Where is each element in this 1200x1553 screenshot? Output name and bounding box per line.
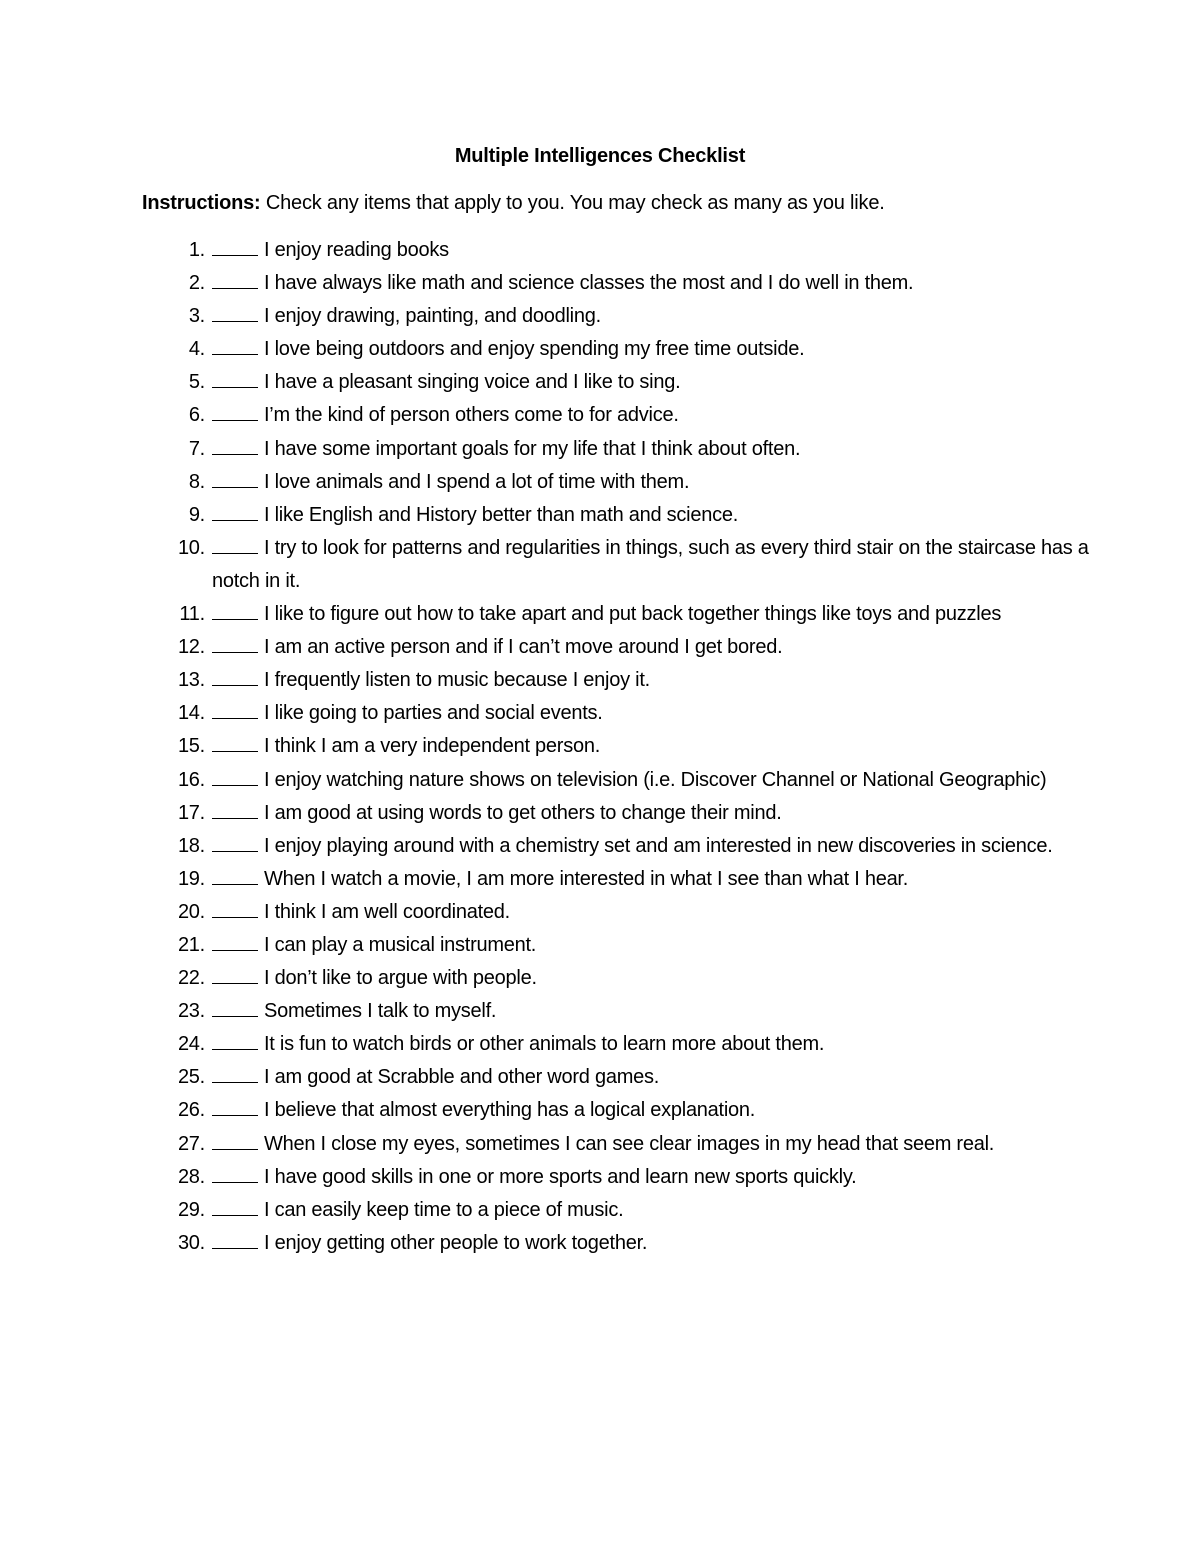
check-blank[interactable] (212, 767, 258, 786)
item-number: 12. (177, 636, 205, 659)
check-blank[interactable] (212, 998, 258, 1017)
checklist-item (0, 1061, 1200, 1094)
item-text: I can play a musical instrument. (264, 933, 537, 956)
item-number: 30. (177, 1231, 205, 1254)
item-text: I believe that almost everything has a logical explanation. (264, 1099, 756, 1122)
check-blank[interactable] (212, 1131, 258, 1150)
check-blank[interactable] (212, 436, 258, 455)
item-number: 23. (177, 1000, 205, 1023)
item-text: I’m the kind of person others come to for advice. (264, 404, 679, 427)
check-blank[interactable] (212, 303, 258, 322)
item-number: 27. (177, 1132, 205, 1155)
checklist-item (0, 1194, 1200, 1227)
checklist-item (0, 1161, 1200, 1194)
item-text: I love animals and I spend a lot of time with them. (264, 470, 690, 493)
item-text: I don’t like to argue with people. (264, 967, 537, 990)
checklist-item (0, 234, 1200, 267)
checklist-item (0, 962, 1200, 995)
checklist-item (0, 830, 1200, 863)
check-blank[interactable] (212, 1031, 258, 1050)
instructions-label: Instructions: (142, 192, 261, 214)
checklist-item (0, 433, 1200, 466)
item-number: 4. (188, 338, 205, 361)
item-text: I have a pleasant singing voice and I like to sing. (264, 371, 681, 394)
checklist-item (0, 333, 1200, 366)
item-number: 16. (177, 768, 205, 791)
checklist-item (0, 1028, 1200, 1061)
item-number: 14. (177, 702, 205, 725)
item-text: I like English and History better than math and science. (264, 503, 739, 526)
checklist-item (0, 797, 1200, 830)
checklist-item (0, 366, 1200, 399)
check-blank[interactable] (212, 866, 258, 885)
checklist-item (0, 598, 1200, 631)
instructions (142, 188, 1102, 218)
check-blank[interactable] (212, 1197, 258, 1216)
check-blank[interactable] (212, 733, 258, 752)
item-text: Sometimes I talk to myself. (264, 1000, 497, 1023)
item-number: 13. (177, 669, 205, 692)
item-text: I am an active person and if I can’t move around I get bored. (264, 636, 783, 659)
checklist-item (0, 399, 1200, 432)
check-blank[interactable] (212, 700, 258, 719)
item-text: I have some important goals for my life that I think about often. (264, 437, 801, 460)
checklist-item (0, 1128, 1200, 1161)
item-number: 26. (177, 1099, 205, 1122)
checklist-item (0, 929, 1200, 962)
checklist-item (0, 300, 1200, 333)
checklist-item (0, 730, 1200, 763)
check-blank[interactable] (212, 1230, 258, 1249)
item-number: 2. (188, 272, 205, 295)
item-number: 21. (177, 933, 205, 956)
check-blank[interactable] (212, 469, 258, 488)
checklist-item (0, 764, 1200, 797)
item-text: I think I am a very independent person. (264, 735, 601, 758)
item-text: I enjoy drawing, painting, and doodling. (264, 305, 601, 328)
item-number: 7. (188, 437, 205, 460)
item-number: 10. (177, 536, 205, 559)
checklist-item (0, 1094, 1200, 1127)
item-text: I enjoy getting other people to work together. (264, 1231, 648, 1254)
item-number: 25. (177, 1066, 205, 1089)
check-blank[interactable] (212, 535, 258, 554)
checklist-item (0, 532, 1200, 598)
item-text: I am good at using words to get others to change their mind. (264, 801, 782, 824)
item-number: 24. (177, 1033, 205, 1056)
item-text: I frequently listen to music because I enjoy it. (264, 669, 650, 692)
item-number: 28. (177, 1165, 205, 1188)
item-number: 22. (177, 967, 205, 990)
check-blank[interactable] (212, 932, 258, 951)
checklist-item (0, 995, 1200, 1028)
item-number: 19. (177, 867, 205, 890)
item-text: I think I am well coordinated. (264, 900, 510, 923)
item-text: I enjoy reading books (264, 239, 449, 261)
item-text: I like going to parties and social events. (264, 702, 603, 725)
item-text: I am good at Scrabble and other word games. (264, 1066, 660, 1089)
item-text: I have always like math and science classes the most and I do well in them. (264, 272, 914, 295)
checklist-item (0, 1227, 1200, 1260)
item-number: 20. (177, 900, 205, 923)
item-text: I love being outdoors and enjoy spending my free time outside. (264, 338, 805, 361)
checklist-item (0, 267, 1200, 300)
page-title: Multiple Intelligences Checklist (454, 145, 746, 167)
item-text: I have good skills in one or more sports and learn new sports quickly. (264, 1165, 857, 1188)
item-number: 9. (188, 503, 205, 526)
item-number: 11. (179, 603, 205, 626)
check-blank[interactable] (212, 634, 258, 653)
instructions-text: Check any items that apply to you. You may check as many as you like. (265, 192, 885, 214)
checklist-item (0, 499, 1200, 532)
item-text: It is fun to watch birds or other animals to learn more about them. (264, 1033, 825, 1056)
item-text: When I watch a movie, I am more interested in what I see than what I hear. (264, 867, 909, 890)
checklist-item (0, 896, 1200, 929)
check-blank[interactable] (212, 1164, 258, 1183)
check-blank[interactable] (212, 270, 258, 289)
check-blank[interactable] (212, 667, 258, 686)
check-blank[interactable] (212, 402, 258, 421)
check-blank[interactable] (212, 237, 258, 256)
check-blank[interactable] (212, 1097, 258, 1116)
check-blank[interactable] (212, 899, 258, 918)
item-number: 15. (177, 735, 205, 758)
item-text: I enjoy watching nature shows on television (i.e. Discover Channel or National Geographic) (264, 768, 1047, 791)
item-text: I like to figure out how to take apart and put back together things like toys and puzzles (264, 603, 1002, 626)
item-number: 17. (177, 801, 205, 824)
check-blank[interactable] (212, 369, 258, 388)
check-blank[interactable] (212, 601, 258, 620)
check-blank[interactable] (212, 502, 258, 521)
check-blank[interactable] (212, 833, 258, 852)
checklist-item (0, 664, 1200, 697)
item-number: 8. (188, 470, 205, 493)
item-number: 18. (177, 834, 205, 857)
check-blank[interactable] (212, 1064, 258, 1083)
item-text: I can easily keep time to a piece of music. (264, 1198, 624, 1221)
item-number: 3. (188, 305, 205, 328)
item-number: 29. (177, 1198, 205, 1221)
item-number: 5. (188, 371, 205, 394)
item-text: When I close my eyes, sometimes I can see clear images in my head that seem real. (264, 1132, 995, 1155)
checklist (0, 234, 1200, 1260)
check-blank[interactable] (212, 800, 258, 819)
check-blank[interactable] (212, 965, 258, 984)
checklist-item (0, 631, 1200, 664)
checklist-item (0, 863, 1200, 896)
check-blank[interactable] (212, 336, 258, 355)
item-number: 6. (188, 404, 205, 427)
item-text: I enjoy playing around with a chemistry set and am interested in new discoveries in science. (264, 834, 1053, 857)
item-text: I try to look for patterns and regularities in things, such as every third stair on the staircase has a notch in it. (212, 536, 1089, 592)
checklist-item (0, 466, 1200, 499)
checklist-item (0, 697, 1200, 730)
item-number: 1. (188, 239, 205, 261)
